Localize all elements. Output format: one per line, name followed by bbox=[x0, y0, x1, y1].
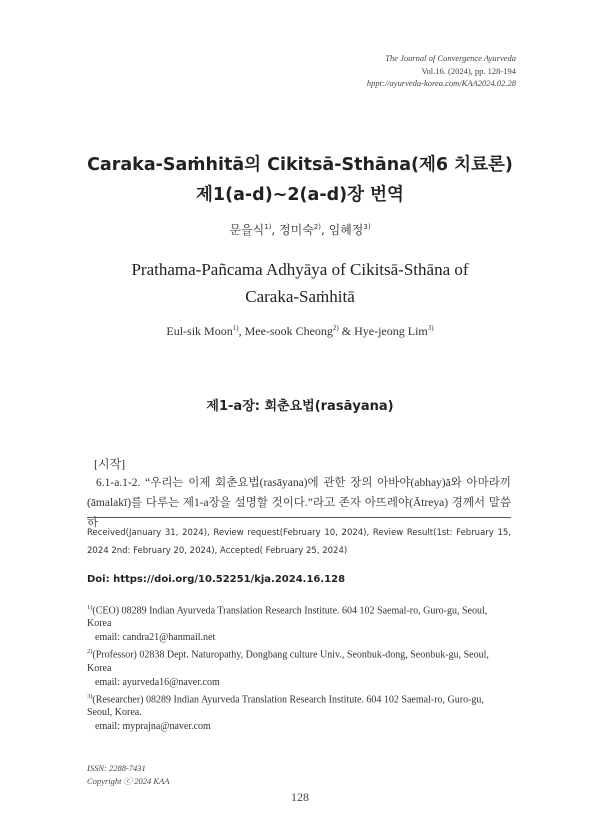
page-number: 128 bbox=[291, 790, 309, 804]
korean-authors bbox=[0, 221, 600, 238]
korean-author-1: 문을식 bbox=[229, 223, 265, 237]
affiliations bbox=[87, 601, 511, 734]
english-title-line1: Prathama-Pañcama Adhyāya of Cikitsā-Sthāna of bbox=[131, 260, 469, 279]
korean-title-line2: 제1(a-d)~2(a-d)장 번역 bbox=[196, 185, 404, 205]
english-author-2: Mee-sook Cheong bbox=[244, 324, 333, 338]
affiliation-3 bbox=[87, 690, 511, 719]
english-author-1-sup: 1) bbox=[232, 324, 239, 332]
author-separator: , bbox=[320, 223, 329, 237]
korean-author-1-sup: 1) bbox=[264, 223, 272, 231]
english-author-3-sup: 3) bbox=[427, 324, 434, 332]
author-separator: , bbox=[238, 324, 245, 338]
korean-author-3-sup: 3) bbox=[363, 223, 371, 231]
affiliation-3-sup: 3) bbox=[87, 692, 93, 700]
affiliation-2-text: (Professor) 02838 Dept. Naturopathy, Dongbang culture Univ., Seonbuk-dong, Seonbuk-gu, Seoul, Korea bbox=[87, 649, 489, 674]
english-authors bbox=[0, 324, 600, 339]
korean-author-2-sup: 2) bbox=[313, 223, 321, 231]
copyright: Copyright ⓒ 2024 KAA bbox=[87, 776, 170, 786]
english-author-2-sup: 2) bbox=[332, 324, 339, 332]
doi-link[interactable]: Doi: https://doi.org/10.52251/kja.2024.16.128 bbox=[87, 574, 346, 585]
affiliation-1-text: (CEO) 08289 Indian Ayurveda Translation Research Institute. 604 102 Saemal-ro, Guro-gu, Seoul, Korea bbox=[87, 605, 488, 630]
affiliation-3-text: (Researcher) 08289 Indian Ayurveda Translation Research Institute. 604 102 Saemal-ro, Guro-gu, Seoul, Korea. bbox=[87, 693, 484, 718]
journal-name: The Journal of Convergence Ayurveda bbox=[385, 53, 516, 63]
section-heading: 제1-a장: 회춘요법(rasāyana) bbox=[206, 399, 394, 414]
affiliation-2-email[interactable]: email: ayurveda16@naver.com bbox=[95, 676, 220, 688]
start-label: [시작] bbox=[94, 457, 126, 471]
issn-block bbox=[87, 762, 169, 788]
journal-url: hppt://ayurveda-korea.com/KAA2024.02.28 bbox=[366, 78, 516, 88]
footnote-divider bbox=[87, 517, 511, 518]
english-author-3: Hye-jeong Lim bbox=[354, 324, 428, 338]
issn: ISSN: 2288-7431 bbox=[87, 763, 146, 773]
english-title bbox=[0, 256, 600, 310]
affiliation-1-sup: 1) bbox=[87, 604, 93, 611]
journal-header bbox=[367, 52, 516, 90]
english-title-line2: Caraka-Saṁhitā bbox=[245, 287, 355, 306]
author-separator: & bbox=[338, 324, 355, 338]
author-separator: , bbox=[271, 223, 280, 237]
affiliation-2-sup: 2) bbox=[87, 648, 93, 656]
affiliation-2 bbox=[87, 645, 511, 674]
english-author-1: Eul-sik Moon bbox=[166, 324, 233, 338]
affiliation-1-email[interactable]: email: candra21@hanmail.net bbox=[95, 632, 216, 644]
affiliation-1 bbox=[87, 601, 511, 630]
korean-author-2: 정미숙 bbox=[279, 223, 314, 237]
korean-title bbox=[0, 150, 600, 210]
received-dates: Received(January 31, 2024), Review request(February 10, 2024), Review Result(1st: February 15, 2024 2nd: February 20, 2024), Accepted( February 25, 2024) bbox=[87, 528, 511, 556]
korean-title-line1: Caraka-Saṁhitā의 Cikitsā-Sthāna(제6 치료론) bbox=[87, 155, 513, 175]
affiliation-3-email[interactable]: email: myprajna@naver.com bbox=[95, 720, 211, 732]
korean-author-3: 임혜정 bbox=[328, 223, 364, 237]
journal-volume: Vol.16. (2024), pp. 128-194 bbox=[421, 65, 516, 76]
body-paragraph: 6.1-a.1-2. “우리는 이제 회춘요법(rasāyana)에 관한 장의 아바야(abhay)ā와 아마라끼(āmalakī)를 다루는 제1-a장을 설명할 것이다.”라고 존자 아뜨레야(Ātreya) 경께서 말씀하 bbox=[87, 477, 511, 529]
